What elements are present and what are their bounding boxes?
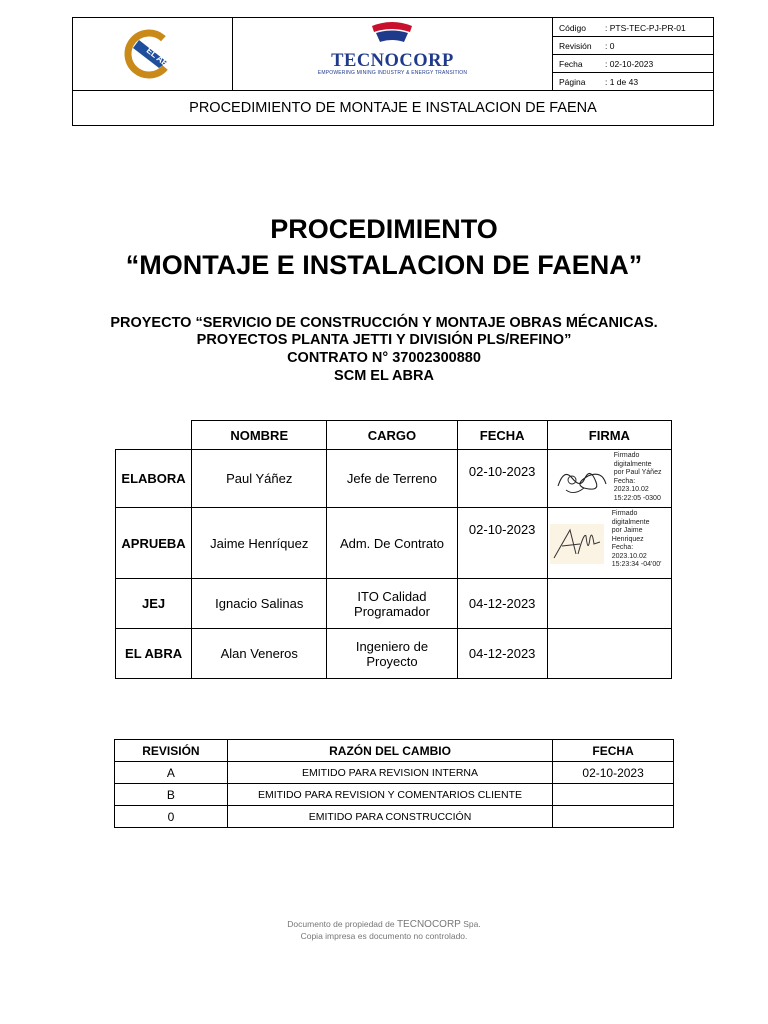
table-header-row	[115, 740, 674, 762]
table-row	[116, 579, 672, 629]
meta-value: : 1 de 43	[605, 77, 639, 87]
position-cell: Ingeniero de Proyecto	[327, 629, 457, 679]
signature-cell	[547, 629, 671, 679]
signature-cell	[547, 579, 671, 629]
approval-table	[115, 420, 672, 679]
revision-cell: A	[115, 762, 228, 784]
table-row	[116, 629, 672, 679]
role-cell: EL ABRA	[116, 629, 192, 679]
client-name: SCM EL ABRA	[334, 368, 434, 384]
el-abra-logo	[123, 28, 183, 80]
meta-key: Revisión	[559, 41, 592, 51]
document-header	[72, 17, 714, 126]
meta-codigo	[553, 18, 714, 36]
revision-cell: B	[115, 784, 228, 806]
signature-cell	[547, 508, 671, 579]
el-abra-logo-text: EL ABRA	[144, 45, 181, 77]
column-header: FIRMA	[547, 421, 671, 450]
name-cell: Paul Yáñez	[192, 450, 327, 508]
meta-value: : 02-10-2023	[605, 59, 654, 69]
signature-cell	[547, 450, 671, 508]
date-cell	[553, 806, 674, 828]
column-header: NOMBRE	[192, 421, 327, 450]
meta-fecha	[553, 54, 714, 72]
company-name: TECNOCORP	[331, 51, 454, 71]
meta-key: Página	[559, 77, 586, 87]
date-cell: 02-10-2023	[553, 762, 674, 784]
signature-stamp: Firmado digitalmente por Paul Yáñez Fecha: 2023.10.02 15:22:05 -0300	[613, 452, 662, 502]
position-cell: Jefe de Terreno	[327, 450, 457, 508]
name-cell: Jaime Henríquez	[192, 508, 327, 579]
reason-cell: EMITIDO PARA REVISION Y COMENTARIOS CLIENTE	[227, 784, 552, 806]
revision-table	[114, 739, 674, 828]
date-cell: 04-12-2023	[457, 579, 547, 629]
header-doc-title: PROCEDIMIENTO DE MONTAJE E INSTALACION DE FAENA	[189, 100, 597, 116]
date-cell: 04-12-2023	[457, 629, 547, 679]
role-cell: APRUEBA	[116, 508, 192, 579]
table-header-row	[116, 421, 672, 450]
role-cell: JEJ	[116, 579, 192, 629]
contract-number: CONTRATO N° 37002300880	[287, 350, 481, 366]
name-cell: Ignacio Salinas	[192, 579, 327, 629]
meta-key: Fecha	[559, 59, 583, 69]
meta-revision	[553, 36, 714, 54]
reason-cell: EMITIDO PARA CONSTRUCCIÓN	[227, 806, 552, 828]
reason-cell: EMITIDO PARA REVISION INTERNA	[227, 762, 552, 784]
column-header: FECHA	[457, 421, 547, 450]
position-cell: ITO Calidad Programador	[327, 579, 457, 629]
date-cell: 02-10-2023	[457, 508, 547, 579]
role-cell: ELABORA	[116, 450, 192, 508]
meta-value: : 0	[605, 41, 615, 51]
page-subtitle: “MONTAJE E INSTALACION DE FAENA”	[125, 250, 643, 280]
signature-stamp: Firmado digitalmente por Jaime Henriquez Fecha: 2023.10.02 15:23:34 -04'00'	[611, 510, 662, 568]
column-header: CARGO	[327, 421, 457, 450]
revision-cell: 0	[115, 806, 228, 828]
date-cell: 02-10-2023	[457, 450, 547, 508]
date-cell	[553, 784, 674, 806]
project-line: PROYECTOS PLANTA JETTI Y DIVISIÓN PLS/REFINO”	[196, 332, 572, 348]
column-header: FECHA	[553, 740, 674, 762]
column-header: RAZÓN DEL CAMBIO	[227, 740, 552, 762]
company-tagline: EMPOWERING MINING INDUSTRY & ENERGY TRANSITION	[317, 70, 468, 76]
position-cell: Adm. De Contrato	[327, 508, 457, 579]
tecnocorp-logo-mark	[370, 20, 414, 44]
column-header: REVISIÓN	[115, 740, 228, 762]
name-cell: Alan Veneros	[192, 629, 327, 679]
empty-cell	[116, 421, 192, 450]
table-row	[115, 784, 674, 806]
signature-image	[554, 458, 612, 500]
table-row	[115, 762, 674, 784]
meta-pagina	[553, 72, 714, 90]
footer-disclaimer: Copia impresa es documento no controlado.	[300, 931, 468, 941]
page-title: PROCEDIMIENTO	[270, 214, 498, 244]
footer-ownership: Documento de propiedad de TECNOCORP Spa.	[287, 919, 481, 930]
project-line: PROYECTO “SERVICIO DE CONSTRUCCIÓN Y MONTAJE OBRAS MÉCANICAS.	[110, 315, 658, 331]
meta-value: : PTS-TEC-PJ-PR-01	[605, 23, 686, 33]
table-row	[116, 450, 672, 508]
meta-key: Código	[559, 23, 586, 33]
signature-image	[550, 524, 604, 564]
table-row	[116, 508, 672, 579]
table-row	[115, 806, 674, 828]
